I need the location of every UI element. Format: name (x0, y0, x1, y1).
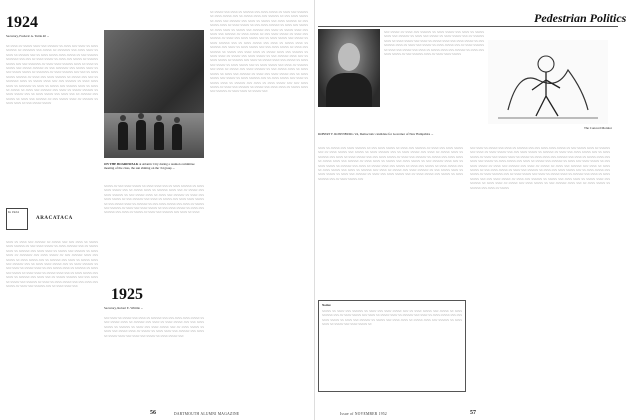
photo-figure (118, 122, 128, 150)
section-title: Pedestrian Politics (534, 11, 627, 25)
portrait-suit (326, 73, 372, 107)
photo-caption (104, 162, 204, 170)
right-column-3-text: ~~~ ~~~~ ~~ ~~~~~ ~~~ ~~~~ ~~ ~~~~~~ ~~~ ~~~ ~~~~ ~~~~ ~~~~~ ~~ ~~~ ~~~~~ ~~~~ ~~ ~~~~~~ ~~~ ~~~~ ~~ ~~~~ ~~~~~ ~~~ ~~~ ~~~~ ~~~~~ ~~ ~~~~~~ ~~ ~~~~ ~~~ ~~~~ ~~~~~ ~~~ ~~ ~~~~ ~~~~~ ~~ ~~~~ ~~~ ~~~~~ ~~~~ ~~ ~~~~~ ~~ ~~~~ ~~~~ ~~~ ~~~~~~ ~~~ ~~~~ ~~ ~~~~~ ~~~~ ~~~ ~~~~ ~~~ ~~~~~ ~~ ~~~~ ~~~~~ ~~~ ~~~~ ~~ ~~~~~ ~~~ ~~~~~~ ~~ ~~~~ ~~~ ~~~~ ~~~~~ ~~ ~~~ ~~~~ ~~~~~ ~~ ~~~~ ~~~ ~~~~~~ ~~~ ~~~~ ~~ ~~~~~ ~~ ~~~~ ~~~ ~~~~~~ ~~~ ~~~~ ~~ ~~~~ ~~~~~ ~~ ~~~ ~~~~ ~~~~~ ~~ ~~~~ ~~~ ~~~~~~ ~~ ~~~~ ~~~ ~~~~ ~~~~~ ~~~ ~~ ~~~~ ~~~~~ ~~~ ~~~~~ ~~ ~~~~ ~~~~~~ ~~~ ~~ ~~~~ ~~~~~ ~~~ ~~~~ ~~ ~~~~~ ~~~~ ~~ ~~~~~~ ~~~ ~~~~ ~~ ~~~~ ~~~~~ ~~~ ~~~ ~~~~ ~~~~~ ~~ ~~~~ ~~~ ~~~~~~ ~~ ~~~~~ ~~~ ~~~~ ~~~~ ~~ ~~~~~ ~~~~ ~~~ ~~~~~~ ~~ ~~~~ ~~~~ ~~ ~~~~~ ~~~ ~~~~ ~~~~~ ~~ ~~~ ~~~~~~ ~~~~ ~~~ ~~ ~~~~ ~~~~~ ~~ ~~~~~~ ~~~ ~~~~ ~~ ~~~~~ (470, 146, 610, 190)
secretary-line-1924: Secretary, Frederic A. Tuttle 40 ... (6, 34, 50, 38)
column-3-text: ~~ ~~~~~ ~~~ ~~~~ ~~ ~~~~~~ ~~~ ~~~~ ~~~~~ ~~ ~~~~ ~~~ ~~~~~~ ~~ ~~~~ ~~~~~ ~~~ ~~ ~~~~~ ~~~~ ~~~ ~~~~~~ ~~ ~~~ ~~~~ ~~~~~ ~~ ~~~~ ~~~ ~~~~~~ ~~~ ~~~~ ~~ ~~~~~ ~~~ ~~~~ ~~~~~~ ~~ ~~~ ~~~~~ ~~~~ ~~ ~~~~ ~~~~~ ~~ ~~~ ~~~~ ~~~~~~ ~~ ~~~~ ~~~ ~~~~~ ~~ ~~~~ ~~~~ ~~ ~~~~~ ~~~ ~~~~~~ ~~~ ~~~~ ~~ ~~~~~ ~~~~ ~~~ ~~~~ ~~~ ~~~~~~ ~~ ~~~~ ~~~~~ ~~ ~~~ ~~~~ ~~~~~ ~~ ~~~~ ~~~ ~~~~~~ ~~ ~~~~ ~~~ ~~~~ ~~~~~ ~~~ ~~ ~~~~ ~~~~~ ~~~ ~~~~~ ~~ ~~~~ ~~~~~~ ~~~ ~~ ~~~~ ~~~~~ ~~~ ~~~~ ~~ ~~~~~ ~~~~ ~~ ~~~~~~ ~~~ ~~~~ ~~ ~~~~ ~~~~~ ~~~ ~~~ ~~~~ ~~~~~ ~~ ~~~~ ~~~ ~~~~~~ ~~ ~~~~~ ~~~ ~~~~ ~~~~ ~~ ~~~~~ ~~~~ ~~~ ~~~~~~ ~~ ~~~~ ~~~~ ~~ ~~~~~ ~~~ ~~~~ ~~~~~ ~~ ~~~ ~~~~~~ ~~~~ ~~~ ~~ ~~~~ ~~~~~ ~~ ~~~~~~ ~~~ ~~~~ ~~ ~~~~~ ~~~~ ~~~ ~~~~~ ~~ ~~~~ ~~~ ~~~~~ ~~ ~~~~ ~~~~~ ~~~ ~~ ~~~~ ~~~~~ ~~~ ~~~~ ~~ ~~~~~~ ~~~ ~~~~ ~~ ~~~~~ ~~~ ~~~~ ~~~~~~ ~~ ~~~ ~~~~~ ~~~~ ~~ ~~~~ ~~~~~ ~~ ~~~~ ~~~ ~~~~~~ ~~ ~~~~ ~~~ ~~~~ ~~~~~ ~~~ ~~ ~~~~ ~~~~~ ~~~ ~~~~~ ~~ ~~~~ ~~~~~~ ~~~ ~~ ~~~~ ~~~~~ ~~~ ~~~~ ~~ ~~~~~ ~~~~ ~~ ~~~~~~ ~~~ ~~~~ ~~ ~~~~ ~~~~~ ~~~ ~~~ ~~~~ ~~~~~ ~~ ~~~~ ~~~ ~~~~~~ ~~ ~~~~~ ~~~ ~~~~ ~~~~ ~~ ~~~~~ ~~~~ ~~~ ~~~~~~ ~~ ~~~~ ~~~~ ~~ ~~~~~ ~~~ (210, 10, 308, 94)
photo-figure (136, 120, 146, 150)
class-year-heading-1925: 1925 (111, 286, 143, 303)
column-1-text: ~~ ~~~~ ~~ ~~~~~ ~~~~ ~~~ ~~~~~~ ~~ ~~~~ ~~~ ~~~~ ~~ ~~~~ ~~~~~~ ~~ ~~~~~~~ ~~~ ~~~~~ ~~ ~~~~~~~ ~~~ ~~~~ ~~~~ ~~ ~~~~ ~~ ~~~~~~ ~~~ ~~ ~~~~ ~~~~~ ~~~~ ~~~~~ ~~ ~~~ ~~~~~~ ~~~~~~~ ~~~ ~~~ ~~ ~~~~ ~~~~~ ~~ ~~~~ ~~~ ~~~~~ ~~ ~~~~~~ ~~~~~ ~~~ ~~~ ~~~~~~~ ~~ ~~~~ ~~~~ ~~~~~~ ~~~~ ~~ ~~~~ ~~ ~~~~~ ~~~ ~~~~~ ~~~~~~ ~~ ~~~ ~~~~~~~ ~~~ ~~~~~ ~~~~ ~~ ~~~ ~~~~~ ~~~~~ ~~ ~~~~~~~ ~~ ~~~~ ~~~~~~ ~~~ ~~~ ~~ ~~~~ ~~~~~ ~~~~~~ ~~ ~~~~ ~~~ ~~~~ ~~~~~~ ~~ ~~~~~ ~~~ ~~~ ~~ ~~~~~~~ ~~~~ ~~ ~~~~~ ~~~~ ~~~ ~~~ ~~~~~~ ~~ ~~~~ ~~~~ ~~~~ ~~ ~~~~~~~ ~~ ~~~~ ~~ ~~~~~ ~~~ ~~~~~~ ~~~~ ~~ ~~~~ ~~ ~~~~~ ~~ ~~~~ ~~~ ~~~~~~ ~~~ ~~~~ ~~ ~~~~~ ~~~~~~ ~~ ~~~~ ~~~~~ ~~~ ~~ ~~~~ ~~~~~ ~~~ ~~~~ ~~~ ~~ ~~~~~~ ~~~ ~~~~~ ~~ ~~~~ ~~~ ~~~~~~ ~~ ~~~ ~~~~~ ~~~~ ~~ ~~~~~~ ~~ ~~~~ ~~~~ ~~ ~~~ ~~~~~ ~~~~~ (6, 44, 98, 106)
aracataca-box: In 1924 (6, 208, 28, 230)
photo-caption-text: at Atlantic City during a reunion committee meeting of the class, the sun shining on the '24 group ... (104, 162, 195, 171)
portrait-caption: ROBERT F. ROSENBURG '24, Democratic candidate for Governor of New Hampshire ... (318, 132, 434, 136)
right-footer: Issue of NOVEMBER 1952 (340, 412, 388, 416)
notice-title: Notice (322, 303, 331, 307)
aracataca-notice (6, 206, 98, 236)
left-page-number: 56 (150, 410, 156, 416)
column-1-lower-text: ~~~~ ~~ ~~~~ ~~~ ~~~~~~ ~~ ~~~~~ ~~~ ~~~ ~~~~ ~~ ~~~~~ ~~~~ ~~~~~~ ~~ ~~~ ~~~~ ~~~~~ ~~ ~~~~ ~~~~~~ ~~~ ~~ ~~~~~ ~~~~ ~~ ~~~~~~ ~~~ ~~~~ ~~~~ ~~ ~~~~~ ~~~ ~~~~~~ ~~ ~~~~ ~~~~ ~~ ~~~~~~~ ~~~ ~~~~ ~~~~~ ~~ ~~~ ~~~~~~ ~~~~ ~~~ ~~~~~ ~~ ~~~~ ~~~~~ ~~~ ~~ ~~~~~~ ~~~ ~~~~ ~~ ~~~~~ ~~~~ ~~~ ~~~~~~ ~~~ ~~ ~~~~ ~~~~ ~~~~~ ~~~ ~~ ~~~~ ~~~~~~ ~~ ~~~ ~~~~ ~~ ~~~~~ ~~~~ ~~ ~~~ ~~~~~ ~~~~ ~~ ~~~~~~ ~~ ~~~~ ~~~ ~~~~~ ~~ ~~~~ ~~~~ ~~ ~~~~~ ~~~~ ~~~ ~~ ~~~~ ~~~~~ ~~~ ~~~~ ~~ ~~~~~~ ~~~ ~~~~ ~~~ ~~ ~~~~~ ~~~~~~ ~~~ ~~~ ~~~~ ~~ ~~~~~ ~~~ ~~~~~~ ~~ ~~~~ ~~ ~~~~ ~~~~~ ~~~ ~~~ ~~~~ ~~~ ~~~~~ ~~ ~~~~ ~~~ ~~~~~~ ~~~ ~~ ~~~~ ~~~~ ~~~ (6, 240, 98, 289)
column-2-text: ~~~~~ ~~ ~~~ ~~~~ ~~~~~ ~~ ~~~~ ~~~~ ~~~ ~~ ~~~~ ~~~~~~ ~~ ~~~~ ~~~~ ~~~~~ ~~~ ~~ ~~~~~ ~~~~ ~~ ~~~~~~ ~~~~ ~~~ ~~ ~~~~~ ~~~ ~~~~ ~~~~~~ ~~ ~~~ ~~~~~ ~~~~ ~~ ~~~~ ~~~ ~~~~~~ ~~ ~~~~ ~~~ ~~~~ ~~~~~ ~~ ~~~ ~~~~~~ ~~~ ~~~~ ~~ ~~~~~ ~~~ ~~~~ ~~~~ ~~~~~ ~~ ~~~ ~~~~~ ~~~~ ~~ ~~~~~~ ~~ ~~~ ~~~~ ~~~~~ ~~~ ~~~~ ~~ ~~~~~ ~~~ ~~~~~~ ~~ ~~~~ ~~~ ~~~~ ~~~~~ ~~ ~~~ ~~~~ ~~~~~ ~~ ~~~~ ~~~ ~~~~~~ ~~~ ~~~~ ~~ ~~~~~ ~~ ~~~~ ~~~ ~~~~~~ ~~~ ~~~~ ~~ ~~~~ (104, 184, 204, 215)
cartoon-drawing (488, 40, 608, 124)
right-column-2-text: ~~~~ ~~ ~~~~~ ~~~ ~~~~ ~~~~~~ ~~ ~~~ ~~~~ ~~~~~ ~~ ~~~~ ~~~ ~~~~~~ ~~ ~~~~ ~~~ ~~~~ ~~~~~ ~~~ ~~ ~~~~ ~~~~~ ~~~ ~~~~~ ~~ ~~~~ ~~~~~~ ~~~ ~~ ~~~~ ~~~~~ ~~~ ~~~~ ~~ ~~~~~ ~~~~ ~~ ~~~~~~ ~~~ ~~~~ ~~ ~~~~ ~~~~~ ~~~ ~~~ ~~~~ ~~~~~ ~~ ~~~~ ~~~ ~~~~~~ ~~ ~~~~~ ~~~ ~~~~ ~~~~ ~~ ~~~~~ ~~~~ ~~~ ~~~~~~ ~~ ~~~~ ~~~~ ~~ ~~~~~ ~~~ ~~~~ ~~~~~ ~~ ~~~ ~~~~~~ ~~~~ ~~~ ~~ ~~~~ ~~~~~ ~~ ~~~~~~ ~~~ ~~~~ ~~ ~~~~~ ~~~~ ~~~ ~~~~~ ~~ ~~~~ ~~~ ~~~~~ ~~ ~~~~ ~~~~~ ~~~ ~~ ~~~~ ~~~~~ ~~~ ~~~~ ~~ ~~~~~~ ~~~ ~~~~ ~~ ~~~~~ ~~~ ~~~~ ~~~~~~ ~~ ~~~ ~~~~~ ~~~~ ~~ ~~~~ ~~~~~ ~~ ~~~~ ~~~ ~~~~~~ ~~ ~~~~ ~~~ ~~~~ ~~~~~ ~~~ ~~ ~~~~ ~~~~~ ~~~ ~~~~~ ~~ ~~~~ ~~~~~~ ~~~ ~~ ~~~~ ~~~~~ ~~~ (318, 146, 463, 181)
secretary-line-1925: Secretary, Robert E. Whittle ... (104, 306, 144, 310)
left-footer: DARTMOUTH ALUMNI MAGAZINE (174, 412, 240, 416)
political-cartoon (488, 40, 608, 124)
photo-figure (154, 122, 164, 150)
column-2-lower-text: ~~~ ~~~~ ~~ ~~~~~ ~~~ ~~~~ ~~ ~~~~~~ ~~~ ~~~ ~~~~ ~~~~ ~~~~~ ~~ ~~~ ~~~~~ ~~~~ ~~ ~~~~~~ ~~~ ~~~~ ~~ ~~~~ ~~~~~ ~~~ ~~~ ~~~~ ~~~~~ ~~ ~~~~~~ ~~ ~~~~ ~~~ ~~~~ ~~~~~ ~~~ ~~ ~~~~ ~~~~~ ~~ ~~~~ ~~~ ~~~~~ ~~~~ ~~ ~~~~~ ~~ ~~~~ ~~~~ ~~~ ~~~~~~ ~~~ ~~~~ ~~ ~~~~~ ~~~~ ~~~ ~~~~ ~~~ ~~~~~ ~~ ~~~~ ~~~~~ ~~~ (104, 316, 204, 338)
notice-box (318, 300, 466, 392)
photo-figure (172, 124, 182, 150)
right-page-number: 57 (470, 410, 476, 416)
cartoon-credit: The Concord Monitor (584, 126, 612, 130)
notice-text: ~~~~~ ~~ ~~~~ ~~~ ~~~~~~ ~~ ~~~~ ~~~ ~~~~ ~~~~~ ~~~ ~~ ~~~~ ~~~~~ ~~~ ~~~~~ ~~ ~~~~ ~~~~~~ ~~~ ~~ ~~~~ ~~~~~ ~~~ ~~~~ ~~ ~~~~~ ~~~~ ~~ ~~~~~~ ~~~ ~~~~ ~~ ~~~~ ~~~~~ ~~~ ~~~ ~~~~ ~~~~~ ~~ ~~~~ ~~~ ~~~~~~ ~~ ~~~~~ ~~~ ~~~~ ~~~~ ~~ ~~~~~ ~~~~ ~~~ ~~~~~~ ~~ ~~~~ ~~~~ ~~ ~~~~~ ~~~ ~~~~ ~~~~~ ~~ (322, 309, 462, 327)
right-column-1-text: ~~~ ~~~~~ ~~ ~~~~ ~~~ ~~~~~~ ~~ ~~~~ ~~~~~ ~~~ ~~~~ ~~ ~~~~~ ~~~~ ~~~ ~~~~~~ ~~ ~~~~ ~~~ ~~~~~ ~~ ~~~~ ~~~~~ ~~~ ~~ ~~~~~~ ~~~~ ~~ ~~~~ ~~~~~ ~~~ ~~~~ ~~ ~~~~~ ~~~~ ~~~ ~~~~ ~~~~~ ~~ ~~~ ~~~~~~ ~~~~ ~~ ~~~~ ~~~ ~~~~~ ~~ ~~~~ ~~~~~ ~~~ ~~ ~~~~ ~~~~~~ ~~ ~~~~ ~~~ ~~~~~ ~~~ ~~~~ ~~ ~~~~~ ~~~~ ~~~ ~~~~~~ ~~ ~~~~ ~~~ ~~~~ ~~~~~ ~~ ~~~ ~~~~~~ ~~~~ ~~ ~~~~ ~~~~ ~~~~~ (384, 30, 484, 57)
portrait-head (338, 43, 360, 71)
class-year-heading-1924: 1924 (6, 14, 38, 31)
boardwalk-photo (104, 30, 204, 158)
photo-caption-title: ON THE BOARDWALK (104, 162, 139, 166)
section-rule (318, 26, 618, 27)
aracataca-label: ARACATACA (36, 216, 73, 221)
candidate-portrait (318, 29, 380, 107)
